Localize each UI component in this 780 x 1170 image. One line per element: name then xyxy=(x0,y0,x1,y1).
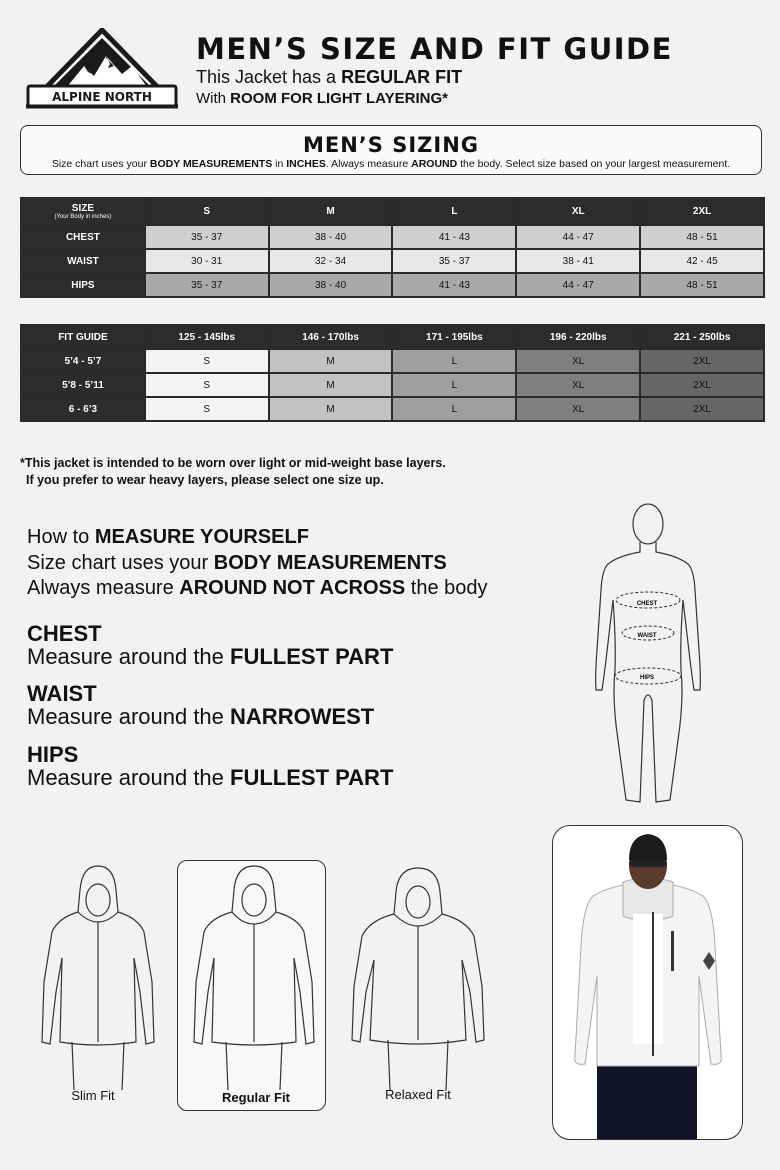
fit-table-header xyxy=(21,325,764,349)
table-cell: M xyxy=(269,397,393,421)
row-label: 5’4 - 5’7 xyxy=(21,349,145,373)
slim-fit-figure xyxy=(28,862,168,1092)
table-row xyxy=(21,225,764,249)
row-label: WAIST xyxy=(21,249,145,273)
size-table-header xyxy=(21,198,764,225)
table-cell: 2XL xyxy=(640,373,764,397)
relaxed-fit-figure xyxy=(348,862,488,1092)
regular-fit-figure xyxy=(184,862,324,1092)
chest-heading: CHEST xyxy=(27,621,102,646)
product-photo xyxy=(552,825,743,1140)
waist-heading: WAIST xyxy=(27,681,97,706)
sizing-description: Size chart uses your BODY MEASUREMENTS in INCHES. Always measure AROUND the body. Select size based on your largest measurement. xyxy=(51,158,731,170)
table-cell: 35 - 37 xyxy=(145,273,269,297)
table-cell: 2XL xyxy=(640,397,764,421)
row-label: CHEST xyxy=(21,225,145,249)
table-cell: XL xyxy=(516,373,640,397)
weight-col: 196 - 220lbs xyxy=(516,325,640,349)
table-cell: XL xyxy=(516,397,640,421)
table-cell: 44 - 47 xyxy=(516,225,640,249)
table-cell: 30 - 31 xyxy=(145,249,269,273)
table-cell: 38 - 41 xyxy=(516,249,640,273)
table-row xyxy=(21,373,764,397)
table-row xyxy=(21,249,764,273)
layering-subtitle: With ROOM FOR LIGHT LAYERING* xyxy=(196,90,448,107)
table-cell: 48 - 51 xyxy=(640,273,764,297)
fit-subtitle: This Jacket has a REGULAR FIT xyxy=(196,67,463,87)
size-table xyxy=(20,197,765,298)
weight-col: 221 - 250lbs xyxy=(640,325,764,349)
size-col: S xyxy=(145,198,269,225)
layering-note: *This jacket is intended to be worn over light or mid-weight base layers. If you prefer to wear heavy layers, please select one size up. xyxy=(20,456,446,487)
sizing-title: MEN’S SIZING xyxy=(302,133,480,157)
table-cell: 41 - 43 xyxy=(392,225,516,249)
waist-instruction: Measure around the NARROWEST xyxy=(27,704,375,729)
table-cell: L xyxy=(392,373,516,397)
fit-corner: FIT GUIDE xyxy=(21,325,145,349)
table-row xyxy=(21,273,764,297)
row-label: HIPS xyxy=(21,273,145,297)
regular-fit-label: Regular Fit xyxy=(222,1090,290,1105)
table-cell: M xyxy=(269,349,393,373)
hips-figure-label: HIPS xyxy=(639,675,655,681)
table-row xyxy=(21,397,764,421)
table-cell: 42 - 45 xyxy=(640,249,764,273)
size-col: M xyxy=(269,198,393,225)
row-label: 6 - 6’3 xyxy=(21,397,145,421)
alpine-north-logo xyxy=(26,28,178,110)
table-cell: M xyxy=(269,373,393,397)
table-cell: 48 - 51 xyxy=(640,225,764,249)
table-cell: 2XL xyxy=(640,349,764,373)
table-cell: 32 - 34 xyxy=(269,249,393,273)
table-cell: 35 - 37 xyxy=(392,249,516,273)
size-col: L xyxy=(392,198,516,225)
weight-col: 146 - 170lbs xyxy=(269,325,393,349)
table-cell: S xyxy=(145,373,269,397)
table-cell: 41 - 43 xyxy=(392,273,516,297)
row-label: 5’8 - 5’11 xyxy=(21,373,145,397)
table-cell: 38 - 40 xyxy=(269,225,393,249)
size-corner: SIZE (Your Body in inches) xyxy=(21,198,145,225)
logo-text: ALPINE NORTH xyxy=(52,90,152,104)
slim-fit-label: Slim Fit xyxy=(71,1088,115,1103)
size-col: 2XL xyxy=(640,198,764,225)
table-row xyxy=(21,349,764,373)
chest-instruction: Measure around the FULLEST PART xyxy=(27,644,394,669)
size-col: XL xyxy=(516,198,640,225)
hips-heading: HIPS xyxy=(27,742,79,767)
body-measurement-figure xyxy=(588,500,708,812)
chest-figure-label: CHEST xyxy=(636,601,658,607)
table-cell: 38 - 40 xyxy=(269,273,393,297)
weight-col: 171 - 195lbs xyxy=(392,325,516,349)
hips-instruction: Measure around the FULLEST PART xyxy=(27,765,394,790)
page-title: MEN’S SIZE AND FIT GUIDE xyxy=(196,32,673,66)
table-cell: L xyxy=(392,349,516,373)
relaxed-fit-label: Relaxed Fit xyxy=(385,1087,451,1102)
measure-intro: How to MEASURE YOURSELF Size chart uses your BODY MEASUREMENTS Always measure AROUND NOT ACROSS the body xyxy=(27,526,488,599)
jacket-model-photo xyxy=(553,826,743,1140)
weight-col: 125 - 145lbs xyxy=(145,325,269,349)
table-cell: S xyxy=(145,349,269,373)
table-cell: 44 - 47 xyxy=(516,273,640,297)
table-cell: S xyxy=(145,397,269,421)
fit-table xyxy=(20,324,765,422)
table-cell: XL xyxy=(516,349,640,373)
sizing-header-box xyxy=(20,125,762,175)
table-cell: 35 - 37 xyxy=(145,225,269,249)
waist-figure-label: WAIST xyxy=(637,633,657,639)
table-cell: L xyxy=(392,397,516,421)
